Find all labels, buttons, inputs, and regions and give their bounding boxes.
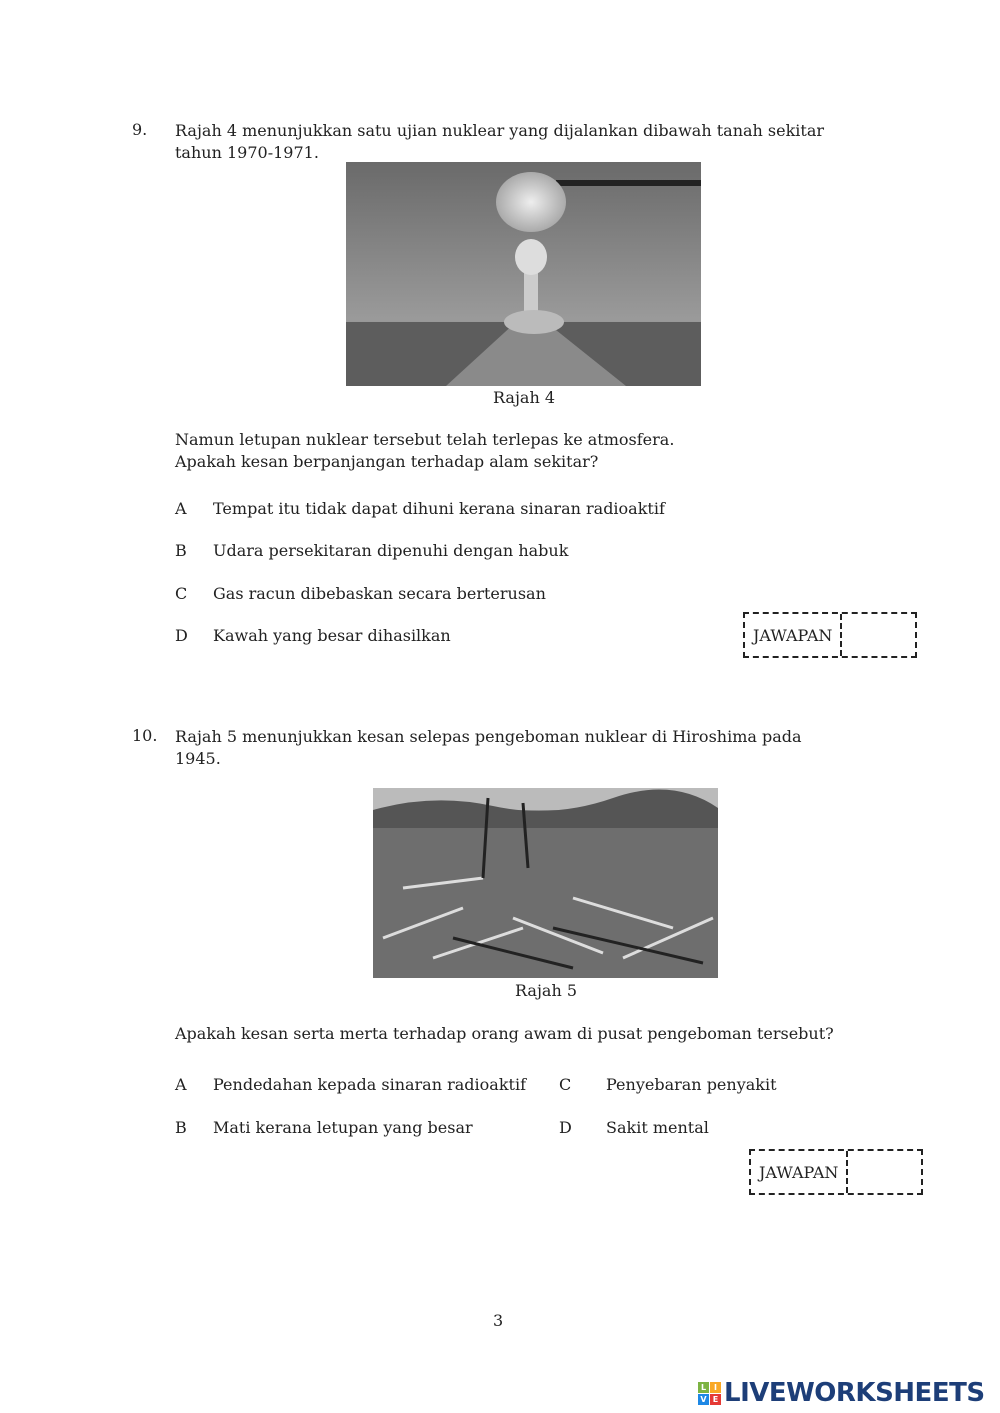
logo-tiles-icon — [698, 1382, 721, 1405]
option-letter: C — [175, 584, 188, 603]
q9-option-d[interactable] — [175, 625, 451, 647]
logo-text: LIVEWORKSHEETS — [724, 1378, 985, 1408]
q10-answer-input[interactable] — [848, 1151, 921, 1193]
q10-option-c[interactable] — [559, 1074, 777, 1096]
logo-tile: I — [710, 1382, 721, 1393]
q9-question-line2: Apakah kesan berpanjangan terhadap alam sekitar? — [175, 452, 599, 471]
option-text: Kawah yang besar dihasilkan — [213, 626, 451, 645]
page-number: 3 — [493, 1311, 504, 1330]
option-letter: D — [559, 1118, 572, 1137]
option-letter: B — [175, 541, 187, 560]
answer-label: JAWAPAN — [751, 1151, 848, 1193]
q9-option-a[interactable] — [175, 498, 665, 520]
q9-caption: Rajah 4 — [492, 388, 556, 407]
q9-stem-line2: tahun 1970-1971. — [175, 143, 319, 162]
option-text: Pendedahan kepada sinaran radioaktif — [213, 1075, 526, 1094]
q9-option-c[interactable] — [175, 583, 546, 605]
option-letter: C — [559, 1075, 572, 1094]
option-text: Tempat itu tidak dapat dihuni kerana sinaran radioaktif — [213, 499, 665, 518]
option-text: Udara persekitaran dipenuhi dengan habuk — [213, 541, 569, 560]
q9-answer-box — [743, 612, 917, 658]
q10-option-d[interactable] — [559, 1117, 709, 1139]
logo-tile: L — [698, 1382, 709, 1393]
q10-option-b[interactable] — [175, 1117, 473, 1139]
q9-option-b[interactable] — [175, 540, 568, 562]
option-text: Gas racun dibebaskan secara berterusan — [213, 584, 546, 603]
answer-label: JAWAPAN — [745, 614, 842, 656]
q10-option-a[interactable] — [175, 1074, 526, 1096]
q9-question-line1: Namun letupan nuklear tersebut telah terlepas ke atmosfera. — [175, 430, 675, 449]
q10-caption: Rajah 5 — [514, 981, 578, 1000]
nuclear-test-photo — [346, 162, 701, 386]
logo-tile: V — [698, 1394, 709, 1405]
option-text: Penyebaran penyakit — [606, 1075, 777, 1094]
hiroshima-photo — [373, 788, 718, 978]
liveworksheets-logo — [698, 1378, 985, 1408]
logo-tile: E — [710, 1394, 721, 1405]
option-text: Mati kerana letupan yang besar — [213, 1118, 473, 1137]
option-letter: D — [175, 626, 188, 645]
q9-number: 9. — [132, 120, 148, 139]
q10-number: 10. — [132, 726, 158, 745]
option-text: Sakit mental — [606, 1118, 709, 1137]
q10-answer-box — [749, 1149, 923, 1195]
option-letter: A — [175, 1075, 187, 1094]
q9-stem-line1: Rajah 4 menunjukkan satu ujian nuklear yang dijalankan dibawah tanah sekitar — [175, 121, 825, 140]
q10-stem-line1: Rajah 5 menunjukkan kesan selepas pengeboman nuklear di Hiroshima pada — [175, 727, 802, 746]
q10-question: Apakah kesan serta merta terhadap orang awam di pusat pengeboman tersebut? — [175, 1024, 834, 1043]
option-letter: A — [175, 499, 187, 518]
q9-answer-input[interactable] — [842, 614, 915, 656]
q10-stem-line2: 1945. — [175, 749, 221, 768]
option-letter: B — [175, 1118, 187, 1137]
